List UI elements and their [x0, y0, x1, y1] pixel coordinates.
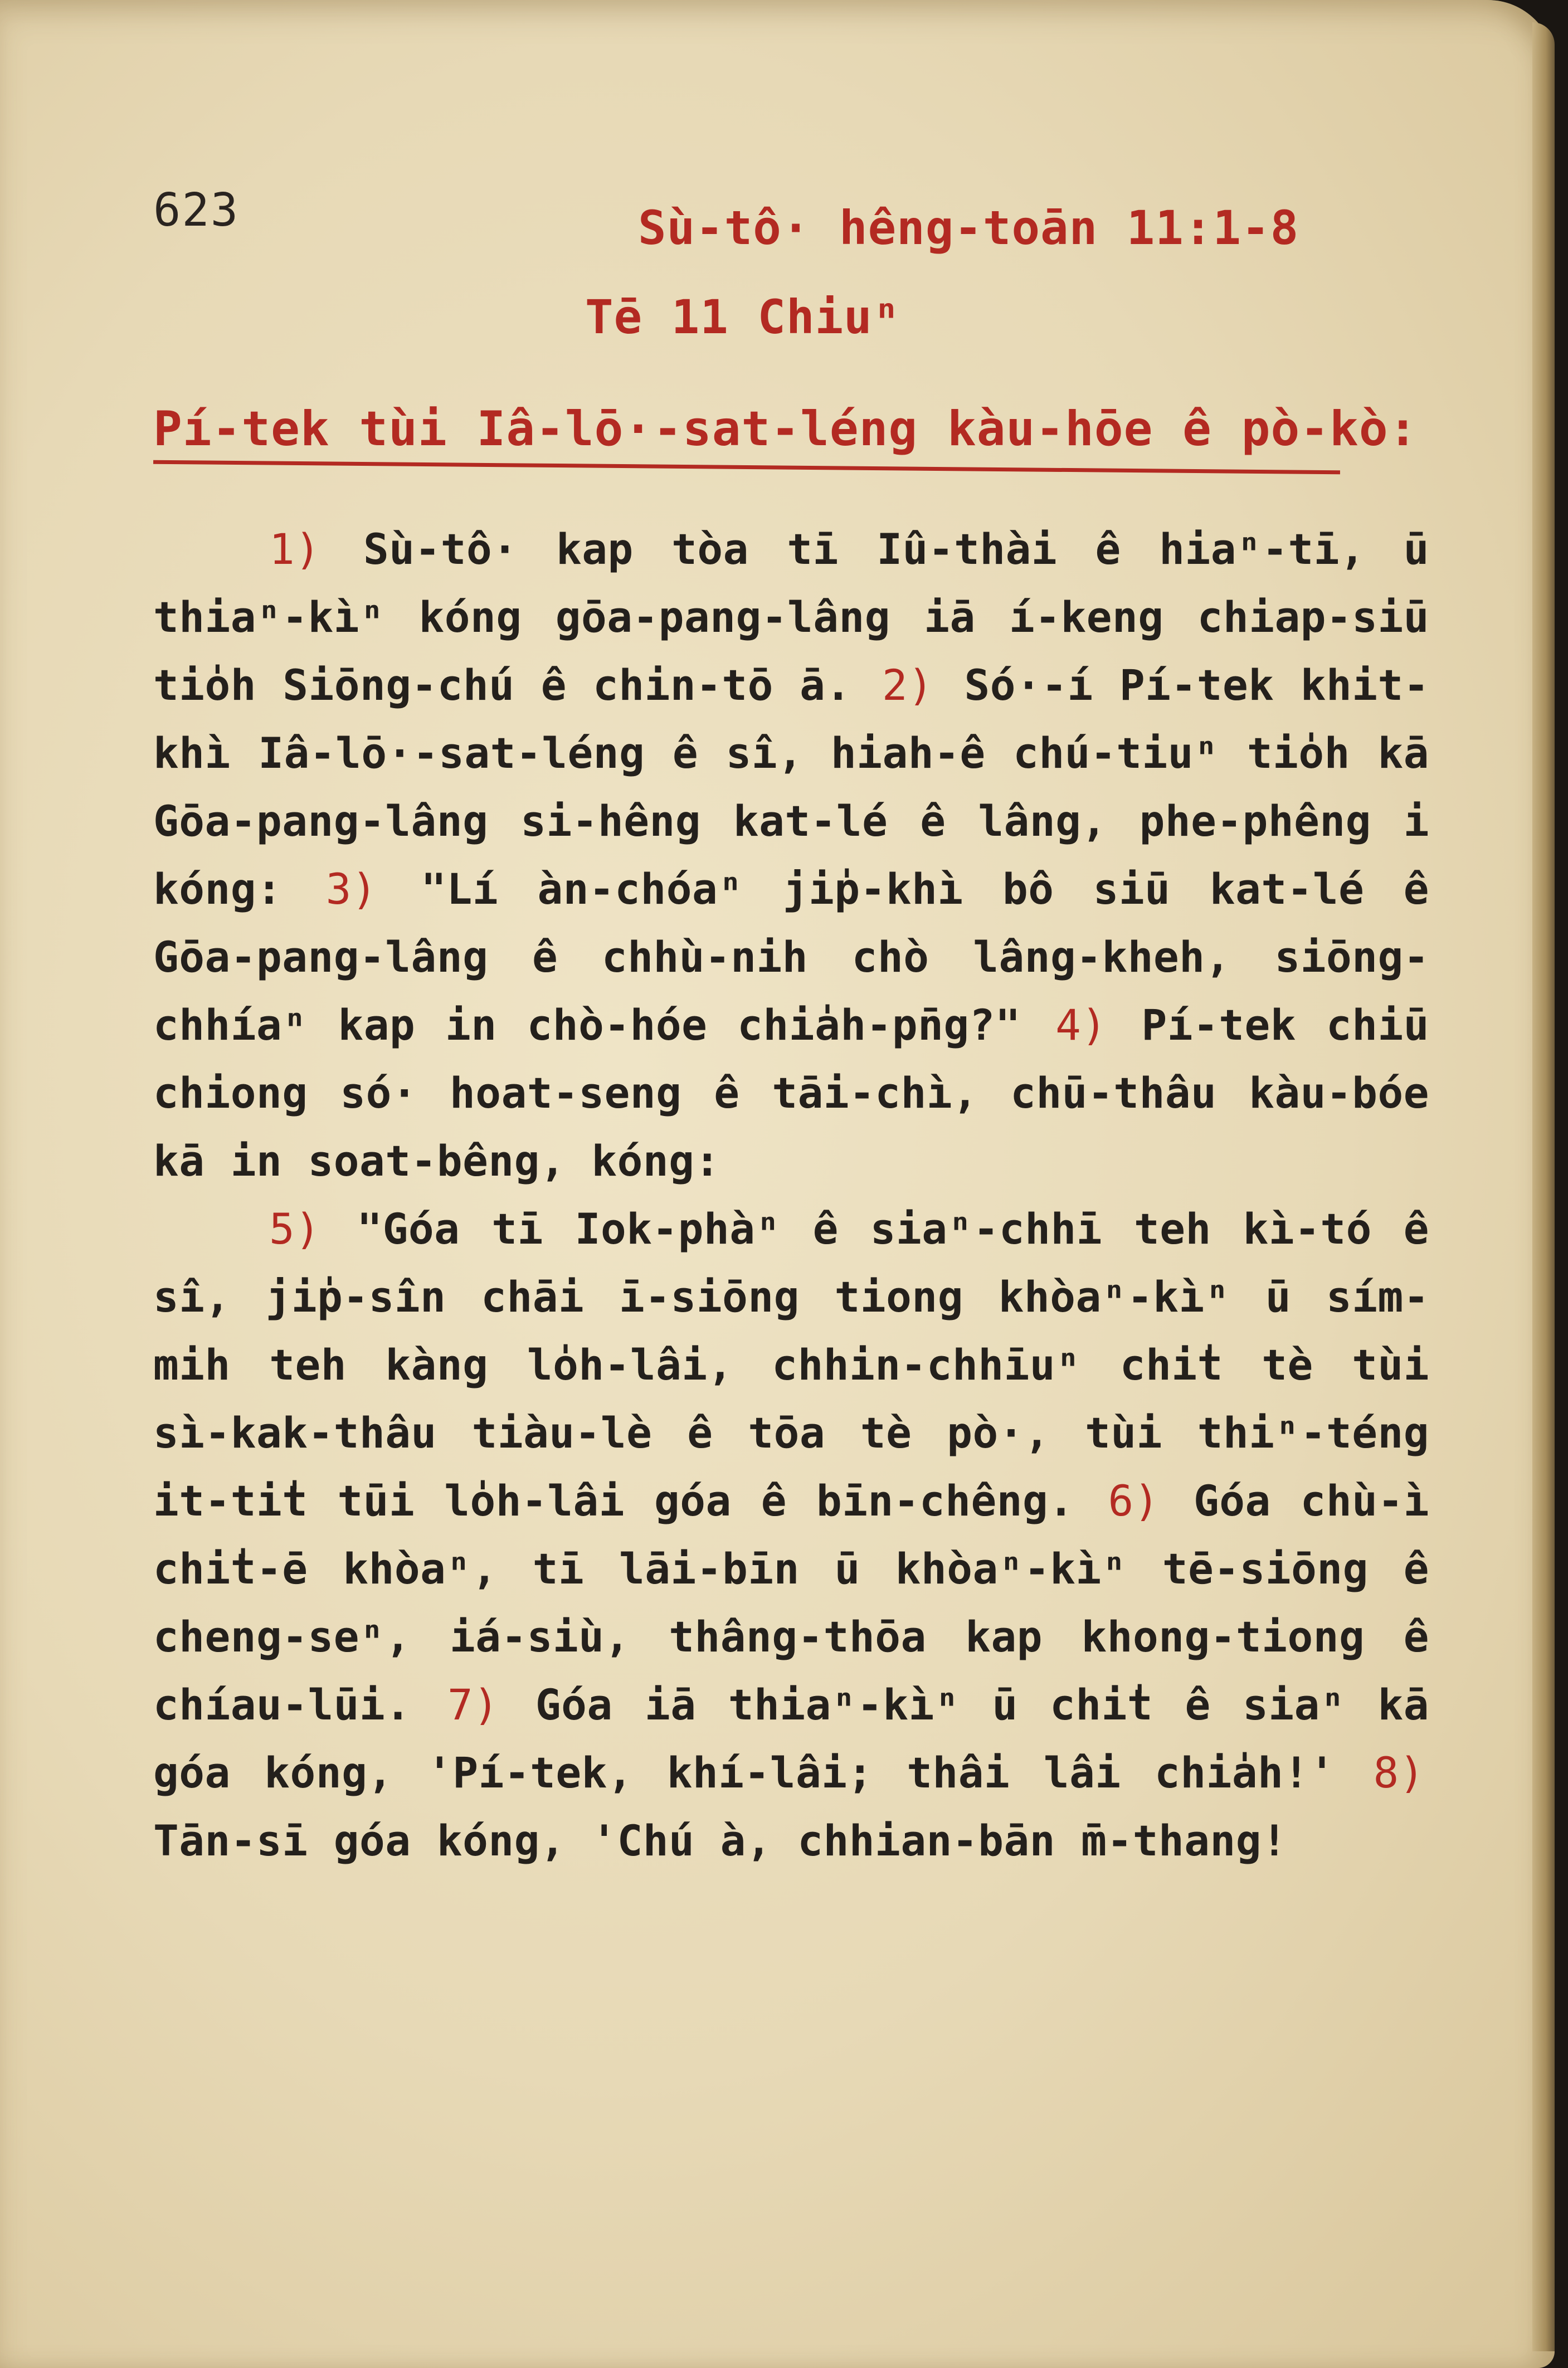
verse-number-3: 3)	[325, 864, 378, 914]
verse-text-8: Tān-sī góa kóng, 'Chú à, chhian-bān m̄-thang!	[153, 1816, 1288, 1865]
verse-number-1: 1)	[269, 524, 321, 574]
verse-text-2: Só·-í Pí-tek khit-khì Iâ-lō·-sat-léng ê sî, hiah-ê chú-tiuⁿ tio̍h kā Gōa-pang-lâng si-hêng kat-lé ê lâng, phe-phêng i kóng:	[153, 660, 1429, 914]
verse-text-3: "Lí àn-chóaⁿ ji̍p-khì bô siū kat-lé ê Gōa-pang-lâng ê chhù-nih chò lâng-kheh, siōng-chhíaⁿ kap in chò-hóe chia̍h-pn̄g?"	[153, 864, 1429, 1050]
verse-number-2: 2)	[882, 660, 934, 710]
verse-number-5: 5)	[269, 1204, 321, 1254]
verse-text-7: Góa iā thiaⁿ-kìⁿ ū chi̍t ê siaⁿ kā góa kóng, 'Pí-tek, khí-lâi; thâi lâi chia̍h!'	[153, 1680, 1430, 1797]
verse-number-4: 4)	[1055, 1000, 1107, 1050]
page-number: 623	[153, 184, 240, 237]
verse-text-4: Pí-tek chiū chiong só· hoat-seng ê tāi-chì, chū-thâu kàu-bóe kā in soat-bêng, kóng:	[153, 1000, 1429, 1186]
verse-number-8: 8)	[1373, 1748, 1425, 1797]
body-text	[153, 515, 1429, 1875]
paragraph-1	[153, 515, 1429, 1195]
section-heading-underline	[153, 460, 1340, 475]
verse-number-7: 7)	[447, 1680, 499, 1729]
verse-text-1: Sù-tô· kap tòa tī Iû-thài ê hiaⁿ-tī, ū thiaⁿ-kìⁿ kóng gōa-pang-lâng iā í-keng chiap-siū tio̍h Siōng-chú ê chin-tō ā.	[153, 524, 1429, 710]
running-head: Sù-tô· hêng-toān 11:1-8	[638, 201, 1299, 255]
verse-text-6: Góa chù-ì chi̍t-ē khòaⁿ, tī lāi-bīn ū khòaⁿ-kìⁿ tē-siōng ê cheng-seⁿ, iá-siù, thâng-thōa kap khong-tiong ê chíau-lūi.	[153, 1476, 1429, 1729]
paragraph-2	[153, 1195, 1429, 1875]
section-heading: Pí-tek tùi Iâ-lō·-sat-léng kàu-hōe ê pò-kò:	[153, 401, 1418, 457]
verse-text-5: "Góa tī Iok-phàⁿ ê siaⁿ-chhī teh kì-tó ê sî, ji̍p-sîn chāi ī-siōng tiong khòaⁿ-kìⁿ ū sím-mih teh kàng lo̍h-lâi, chhin-chhīuⁿ chi̍t tè tùi sì-kak-thâu tiàu-lè ê tōa tè pò·, tùi thiⁿ-téng it-ti̍t tūi lo̍h-lâi góa ê bīn-chêng.	[153, 1204, 1430, 1526]
page-edge	[1532, 22, 1555, 2351]
chapter-heading: Tē 11 Chiuⁿ	[585, 290, 902, 344]
verse-number-6: 6)	[1108, 1476, 1160, 1526]
